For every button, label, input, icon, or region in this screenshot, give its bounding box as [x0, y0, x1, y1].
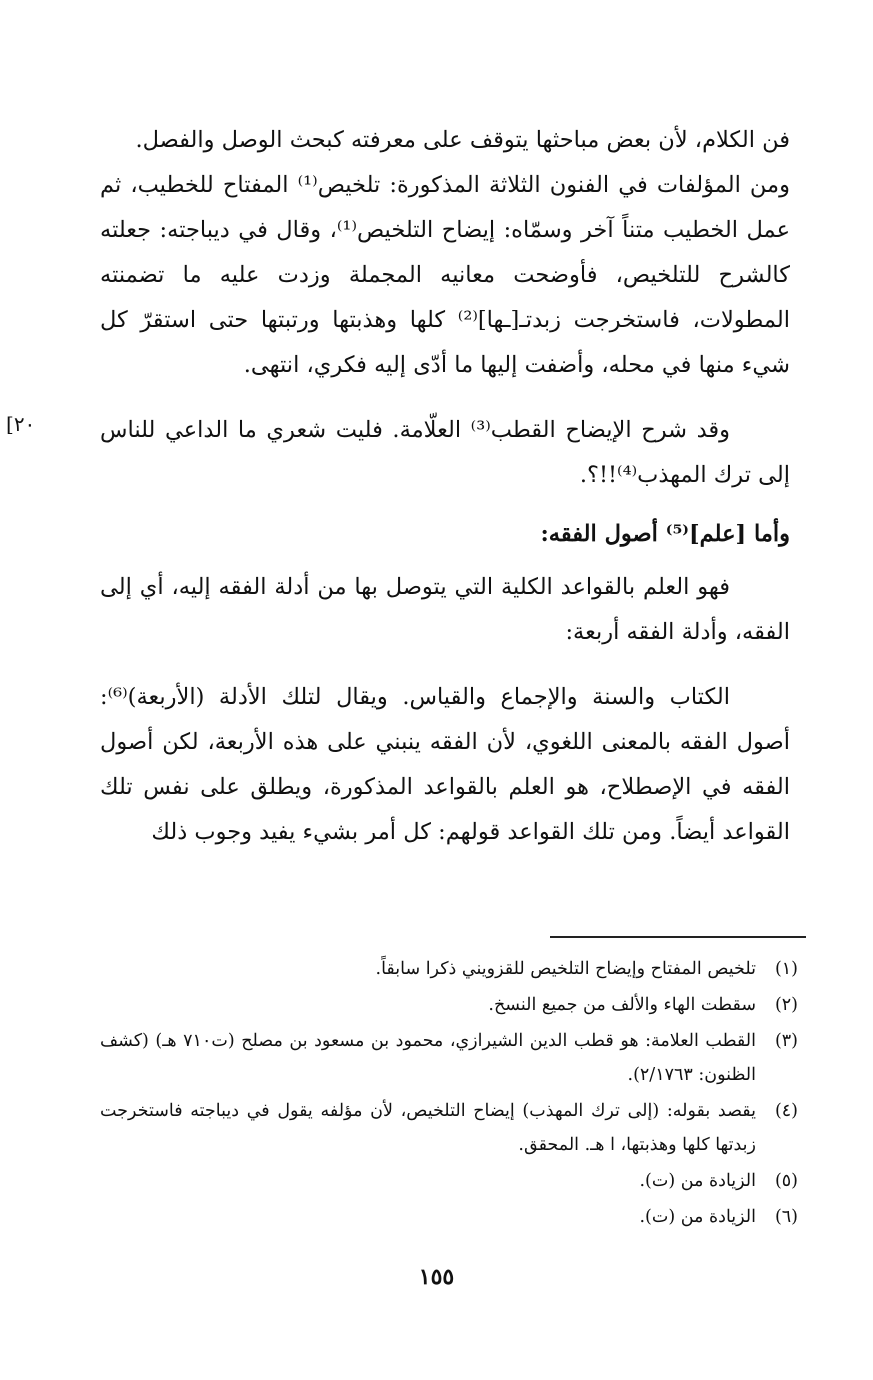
- footnote-text: الزيادة من (ت).: [639, 1207, 756, 1227]
- footnote-number: (٤): [774, 1101, 798, 1121]
- section-heading-text: وأما [علم]⁽⁵⁾ أصول الفقه:: [540, 521, 790, 547]
- footnote-item: [100, 1164, 798, 1198]
- footnote-text: يقصد بقوله: (إلى ترك المهذب) إيضاح التلخيص، لأن مؤلفه يقول في ديباجته فاستخرجت زبدتها كلها وهذبتها، ا هـ. المحقق.: [100, 1101, 756, 1155]
- footnote-number: (٢): [774, 995, 798, 1015]
- footnote-text: تلخيص المفتاح وإيضاح التلخيص للقزويني ذكرا سابقاً.: [375, 959, 756, 979]
- footnote-number: (١): [774, 959, 798, 979]
- footnotes: [100, 952, 798, 1236]
- page-number: ١٥٥: [418, 1264, 455, 1290]
- manuscript-page-marker: ٢٠]: [6, 412, 36, 436]
- footnote-item: [100, 1024, 798, 1092]
- main-text: [100, 118, 790, 855]
- footnote-item: [100, 1200, 798, 1234]
- footnote-item: [100, 1094, 798, 1162]
- footnote-number: (٦): [774, 1207, 798, 1227]
- paragraph-4: فهو العلم بالقواعد الكلية التي يتوصل بها من أدلة الفقه إليه، أي إلى الفقه، وأدلة الفقه أربعة:: [100, 574, 790, 645]
- footnote-text: سقطت الهاء والألف من جميع النسخ.: [488, 995, 756, 1015]
- footnote-item: [100, 988, 798, 1022]
- paragraph-2: ومن المؤلفات في الفنون الثلاثة المذكورة: تلخيص⁽¹⁾ المفتاح للخطيب، ثم عمل الخطيب متناً آخر وسمّاه: إيضاح التلخيص⁽¹⁾، وقال في ديباجته: جعلته كالشرح للتلخيص، فأوضحت معانيه المجملة وزدت عليه ما تضمنته المطولات، فاستخرجت زبدتـ[ـها]⁽²⁾ كلها وهذبتها ورتبتها حتى استقرّ كل شيء منها في محله، وأضفت إليها ما أدّى إليه فكري، انتهى.: [100, 172, 790, 378]
- footnote-separator: [550, 936, 806, 938]
- footnote-text: الزيادة من (ت).: [639, 1171, 756, 1191]
- footnote-text: القطب العلامة: هو قطب الدين الشيرازي، محمود بن مسعود بن مصلح (ت٧١٠ هـ) (كشف الظنون: ٢/١٧٦٣).: [100, 1031, 756, 1085]
- paragraph-5: الكتاب والسنة والإجماع والقياس. ويقال لتلك الأدلة (الأربعة)⁽⁶⁾: أصول الفقه بالمعنى اللغوي، لأن الفقه ينبني على هذه الأربعة، لكن أصول الفقه في الإصطلاح، هو العلم بالقواعد المذكورة، ويطلق على نفس تلك القواعد أيضاً. ومن تلك القواعد قولهم: كل أمر بشيء يفيد وجوب ذلك: [100, 684, 790, 845]
- paragraph-1: فن الكلام، لأن بعض مباحثها يتوقف على معرفته كبحث الوصل والفصل.: [135, 127, 790, 153]
- section-heading: [100, 512, 790, 557]
- footnote-item: [100, 952, 798, 986]
- paragraph-3: وقد شرح الإيضاح القطب⁽³⁾ العلّامة. فليت شعري ما الداعي للناس إلى ترك المهذب⁽⁴⁾!!؟.: [100, 417, 790, 488]
- footnote-number: (٥): [774, 1171, 798, 1191]
- footnote-number: (٣): [774, 1031, 798, 1051]
